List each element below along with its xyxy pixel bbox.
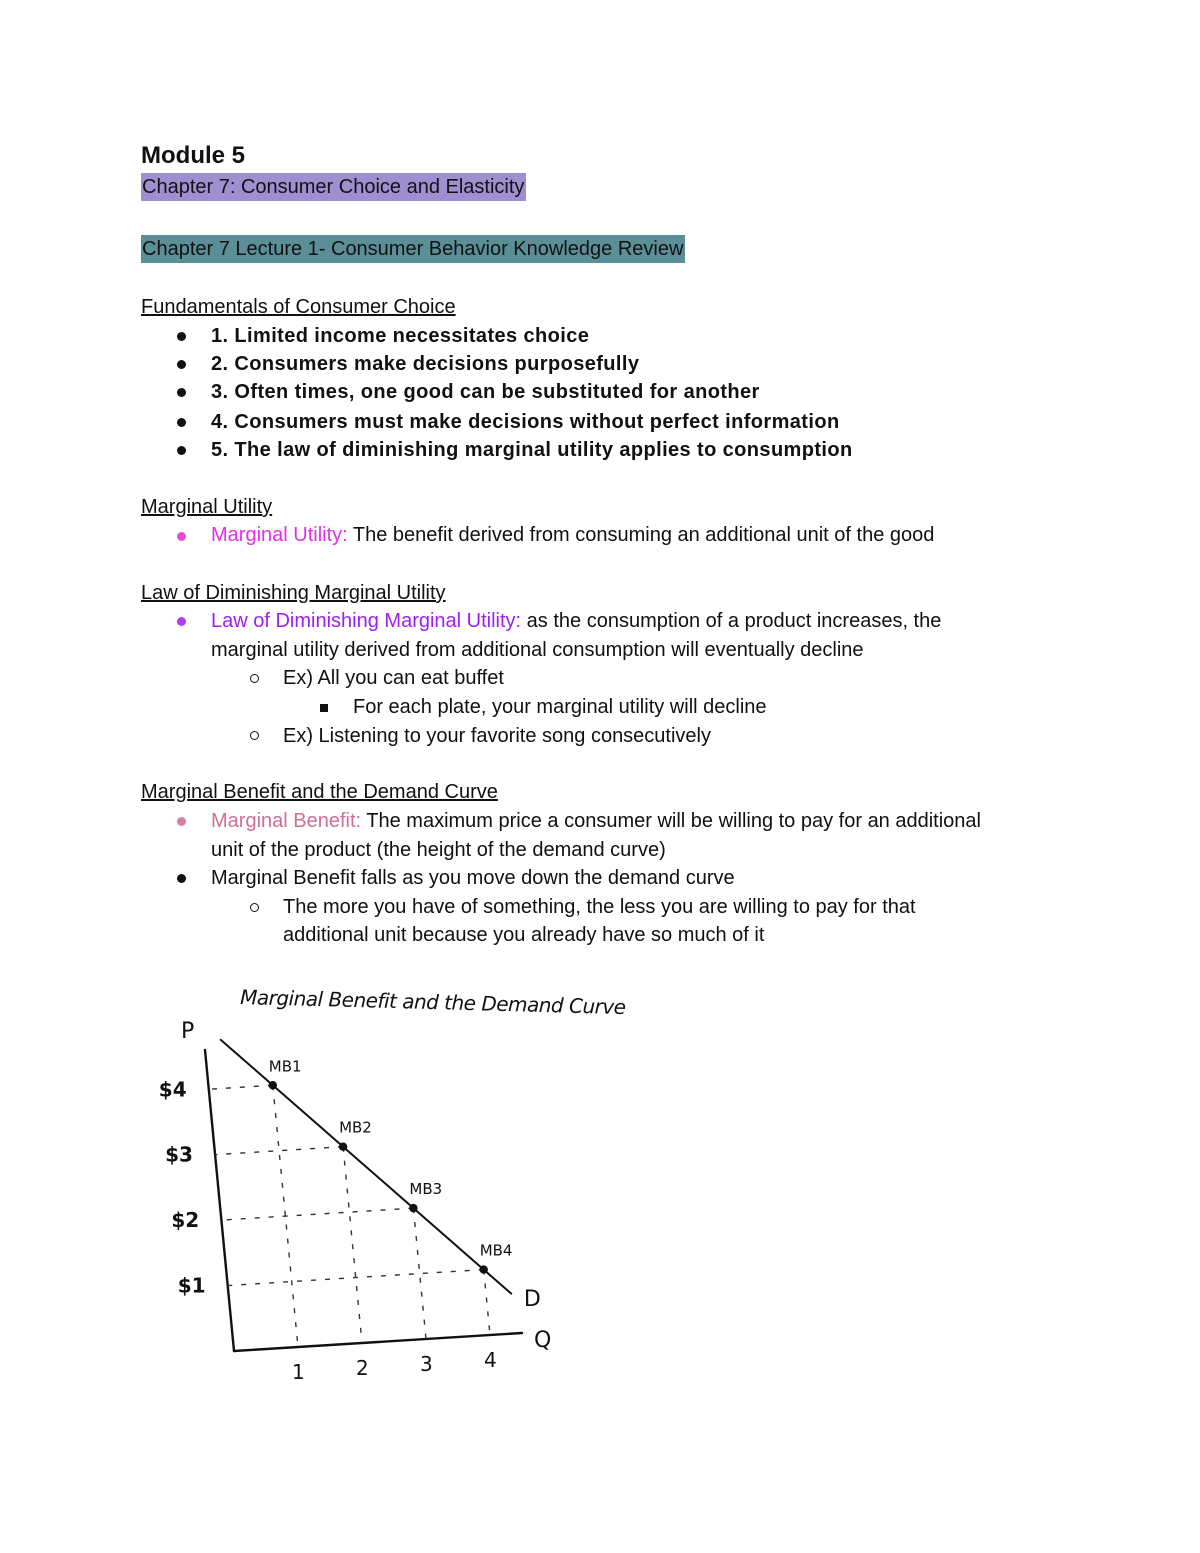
y-tick-label: $2 xyxy=(171,1208,200,1233)
x-tick-label: 1 xyxy=(292,1360,305,1384)
guide-line-horizontal xyxy=(209,1085,273,1089)
fundamentals-heading: Fundamentals of Consumer Choice xyxy=(141,296,456,318)
data-point xyxy=(339,1142,347,1150)
y-tick-label: $1 xyxy=(177,1273,206,1298)
guide-line-horizontal xyxy=(221,1208,413,1220)
law-dmu-example-1: Ex) All you can eat buffet xyxy=(283,667,504,689)
law-dmu-term: Law of Diminishing Marginal Utility: xyxy=(211,610,522,632)
law-dmu-heading: Law of Diminishing Marginal Utility xyxy=(141,582,446,604)
marginal-utility-text: The benefit derived from consuming an additional unit of the good xyxy=(347,524,935,546)
guide-line-vertical xyxy=(343,1147,362,1343)
law-dmu-example-2: Ex) Listening to your favorite song consecutively xyxy=(283,725,711,747)
guide-line-horizontal xyxy=(228,1270,484,1286)
chapter-heading: Chapter 7: Consumer Choice and Elasticity xyxy=(141,173,526,201)
x-axis xyxy=(234,1333,522,1351)
guide-line-horizontal xyxy=(215,1147,343,1155)
data-point xyxy=(269,1081,277,1089)
module-title: Module 5 xyxy=(141,142,246,169)
law-dmu-definition-cont: marginal utility derived from additional consumption will eventually decline xyxy=(211,639,864,661)
fundamental-item-3: 3. Often times, one good can be substituted for another xyxy=(211,381,760,403)
fundamental-item-4: 4. Consumers must make decisions without perfect information xyxy=(211,411,840,433)
marginal-utility-heading: Marginal Utility xyxy=(141,496,273,518)
data-point xyxy=(479,1265,487,1273)
fundamental-item-1: 1. Limited income necessitates choice xyxy=(211,325,590,347)
x-tick-label: 4 xyxy=(484,1348,497,1372)
mb-explanation: The more you have of something, the less you are willing to pay for that xyxy=(283,896,916,918)
demand-curve-line xyxy=(220,1039,512,1294)
x-tick-label: 2 xyxy=(356,1356,369,1380)
point-label: MB2 xyxy=(339,1118,372,1137)
x-tick-label: 3 xyxy=(420,1352,433,1376)
mb-definition-cont: unit of the product (the height of the demand curve) xyxy=(211,839,666,861)
mb-term: Marginal Benefit: xyxy=(211,810,362,832)
lecture-heading: Chapter 7 Lecture 1- Consumer Behavior Knowledge Review xyxy=(141,235,685,263)
point-label: MB4 xyxy=(479,1241,513,1260)
law-dmu-example-1-detail: For each plate, your marginal utility will decline xyxy=(353,696,767,718)
point-label: MB3 xyxy=(409,1180,443,1199)
mb-explanation-cont: additional unit because you already have so much of it xyxy=(283,924,765,946)
chart-title: Marginal Benefit and the Demand Curve xyxy=(239,985,626,1020)
x-axis-label: Q xyxy=(534,1328,552,1353)
point-label: MB1 xyxy=(268,1057,302,1076)
mb-demand-heading: Marginal Benefit and the Demand Curve xyxy=(141,781,498,803)
y-tick-label: $4 xyxy=(158,1077,187,1102)
demand-curve-label: D xyxy=(523,1287,541,1313)
data-point xyxy=(409,1204,417,1212)
guide-line-vertical xyxy=(484,1270,490,1335)
fundamental-item-2: 2. Consumers make decisions purposefully xyxy=(211,353,640,375)
law-dmu-text: as the consumption of a product increases, the xyxy=(521,610,942,632)
mb-falls-text: Marginal Benefit falls as you move down the demand curve xyxy=(211,867,735,889)
mb-text: The maximum price a consumer will be willing to pay for an additional xyxy=(361,810,981,832)
y-axis xyxy=(205,1050,234,1351)
y-axis-label: P xyxy=(181,1019,195,1044)
fundamental-item-5: 5. The law of diminishing marginal utility applies to consumption xyxy=(211,439,853,461)
marginal-utility-term: Marginal Utility: xyxy=(211,524,348,546)
y-tick-label: $3 xyxy=(165,1142,193,1167)
